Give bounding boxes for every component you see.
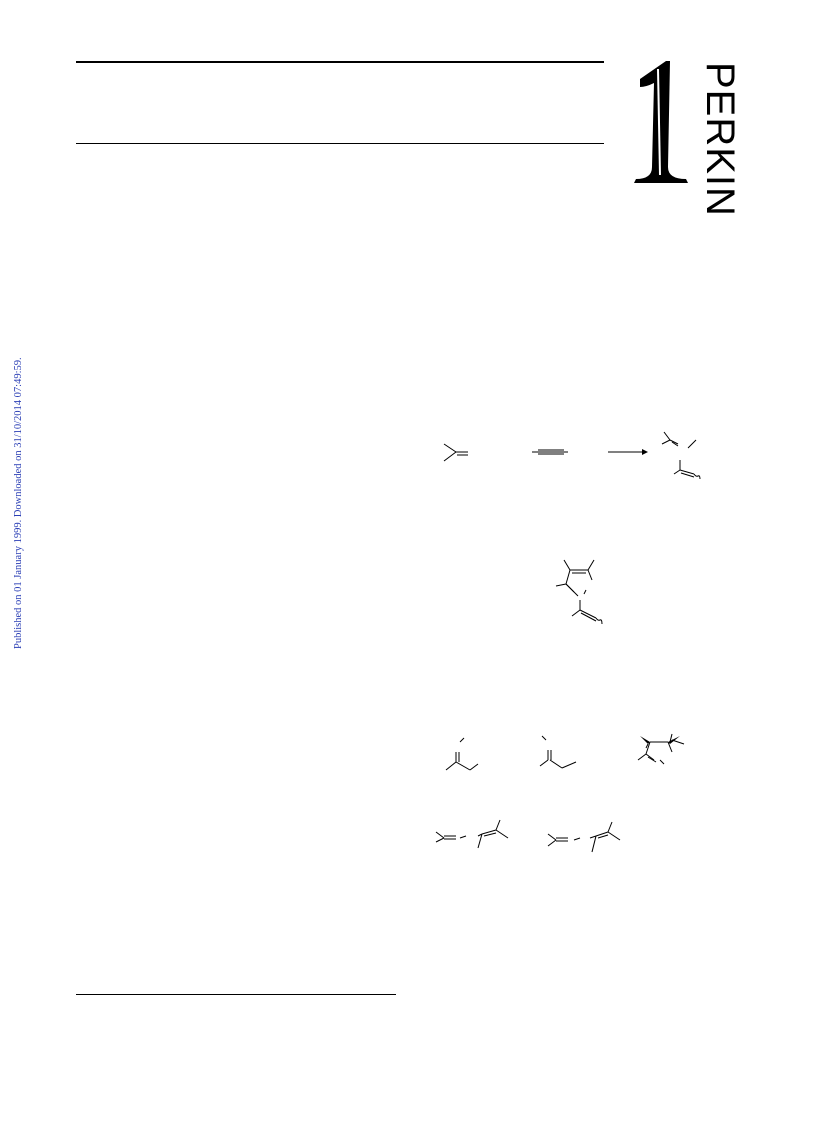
journal-logo-numeral bbox=[630, 57, 692, 185]
alkene-structure bbox=[444, 444, 468, 461]
cyclopentene-structure bbox=[550, 556, 620, 632]
publication-link[interactable]: Published on 01 January 1999. Downloaded on 31/10/2014 07:49:59. bbox=[13, 357, 24, 649]
cyclic-structure-c bbox=[638, 734, 684, 764]
ketone-structure-a bbox=[446, 738, 478, 770]
alkyne-structure bbox=[532, 450, 568, 454]
ketone-structure-b bbox=[540, 736, 576, 768]
structure-row-2 bbox=[430, 816, 630, 856]
structure-row-1 bbox=[440, 730, 700, 776]
reaction-arrow bbox=[608, 449, 648, 455]
header-bottom-rule bbox=[76, 143, 604, 144]
diene-structure-b bbox=[548, 822, 620, 852]
journal-logo-wordmark bbox=[696, 62, 744, 217]
journal-logo-text: PERKIN bbox=[698, 62, 742, 217]
reaction-scheme bbox=[440, 430, 710, 490]
header-top-rule bbox=[76, 61, 604, 63]
footnote-rule bbox=[76, 994, 396, 995]
diene-structure-a bbox=[436, 820, 508, 848]
product-structure bbox=[662, 432, 700, 479]
